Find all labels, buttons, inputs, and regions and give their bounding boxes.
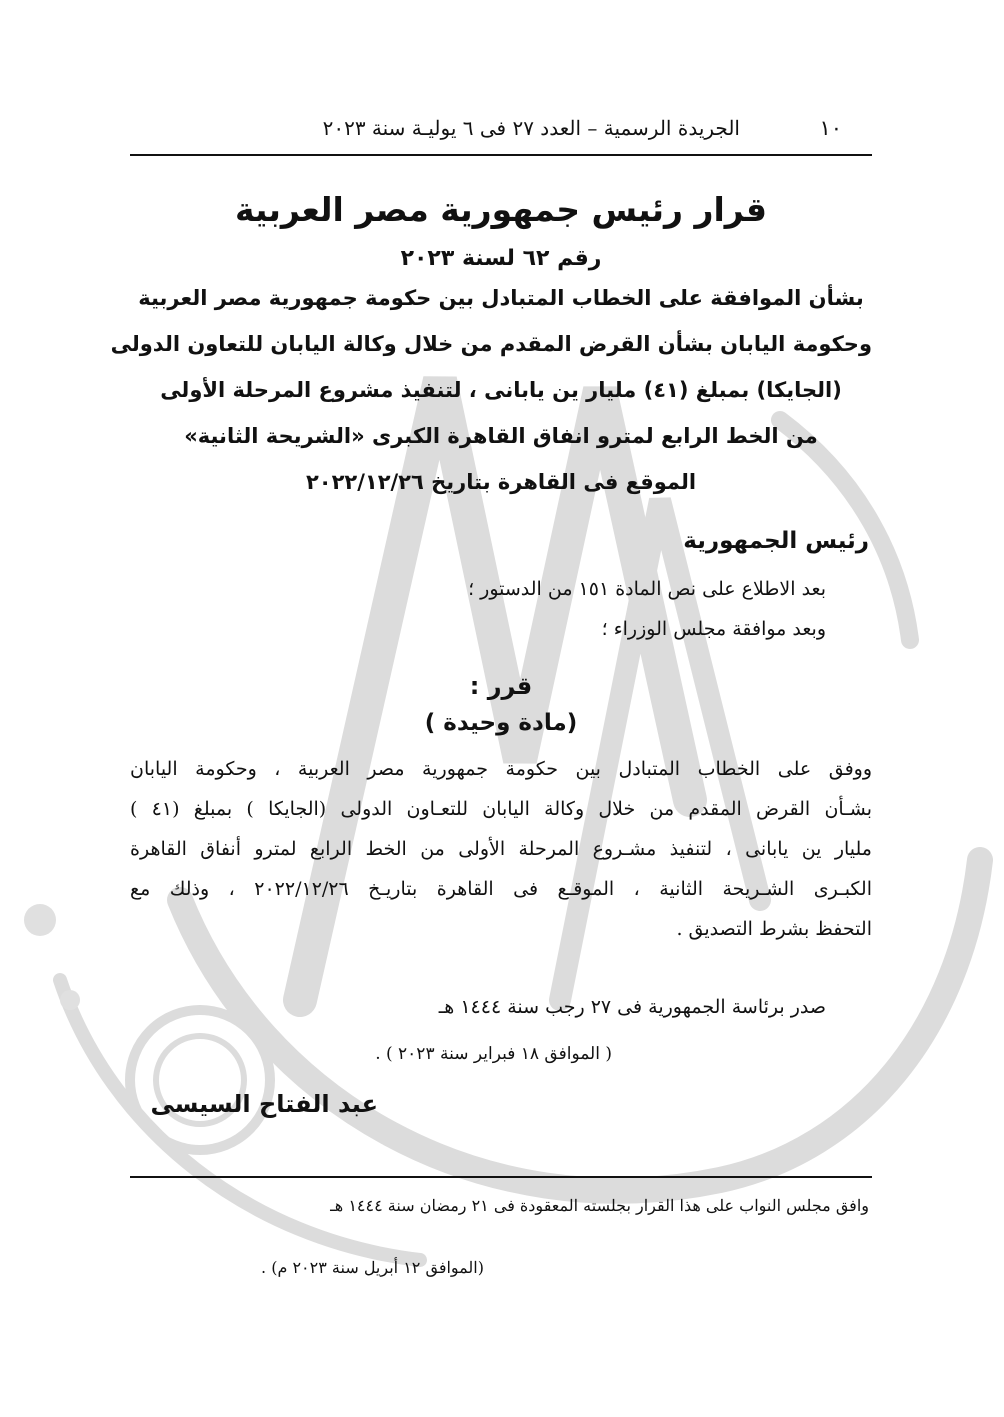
issued-date-hijri: صدر برئاسة الجمهورية فى ٢٧ رجب سنة ١٤٤٤ هـ	[438, 996, 826, 1018]
subject-line: بشأن الموافقة على الخطاب المتبادل بين حكومة جمهورية مصر العربية	[138, 286, 864, 310]
page-number: ١٠	[819, 116, 842, 140]
header-divider	[130, 154, 872, 156]
page-header	[130, 116, 870, 146]
subject-line: (الجايكا) بمبلغ (٤١) مليار ين يابانى ، لتنفيذ مشروع المرحلة الأولى	[160, 378, 842, 402]
decree-title: قرار رئيس جمهورية مصر العربية	[235, 190, 767, 229]
subject-line: من الخط الرابع لمترو انفاق القاهرة الكبرى «الشريحة الثانية»	[184, 424, 818, 448]
article-line: مليار ين يابانى ، لتنفيذ مشـروع المرحلة الأولى من الخط الرابع لمترو أنفاق القاهرة	[130, 838, 872, 860]
article-heading: (مادة وحيدة )	[424, 710, 578, 736]
decree-subject	[110, 286, 872, 516]
subject-line: الموقع فى القاهرة بتاريخ ٢٠٢٢/١٢/٢٦	[305, 470, 697, 494]
subject-line: وحكومة اليابان بشأن القرض المقدم من خلال وكالة اليابان للتعاون الدولى	[110, 332, 872, 356]
president-heading: رئيس الجمهورية	[683, 528, 869, 554]
article-line: بشـأن القرض المقدم من خلال وكالة اليابان للتعـاون الدولى (الجايكا ) بمبلغ (٤١ )	[130, 798, 872, 820]
preamble	[468, 578, 826, 658]
decree-number: رقم ٦٢ لسنة ٢٠٢٣	[400, 246, 602, 271]
decree-word: قرر :	[469, 672, 533, 700]
signature: عبد الفتاح السيسى	[150, 1090, 378, 1118]
footnote-line: (الموافق ١٢ أبريل سنة ٢٠٢٣ م) .	[261, 1258, 484, 1277]
article-line: الكبـرى الشـريحة الثانية ، الموقـع فى القاهرة بتاريـخ ٢٠٢٢/١٢/٢٦ ، وذلك مع	[130, 878, 872, 900]
preamble-line: وبعد موافقة مجلس الوزراء ؛	[601, 618, 826, 640]
article-line: ووفق على الخطاب المتبادل بين حكومة جمهورية مصر العربية ، وحكومة اليابان	[130, 758, 872, 780]
footnote-divider	[130, 1176, 872, 1178]
article-line: التحفظ بشرط التصديق .	[676, 918, 872, 940]
issued-date-gregorian: ( الموافق ١٨ فبراير سنة ٢٠٢٣ ) .	[375, 1044, 612, 1064]
running-title: الجريدة الرسمية – العدد ٢٧ فى ٦ يوليـة سنة ٢٠٢٣	[322, 116, 740, 140]
preamble-line: بعد الاطلاع على نص المادة ١٥١ من الدستور ؛	[468, 578, 826, 600]
footnote-line: وافق مجلس النواب على هذا القرار بجلسته المعقودة فى ٢١ رمضان سنة ١٤٤٤ هـ	[330, 1196, 869, 1215]
article-body	[130, 758, 872, 958]
